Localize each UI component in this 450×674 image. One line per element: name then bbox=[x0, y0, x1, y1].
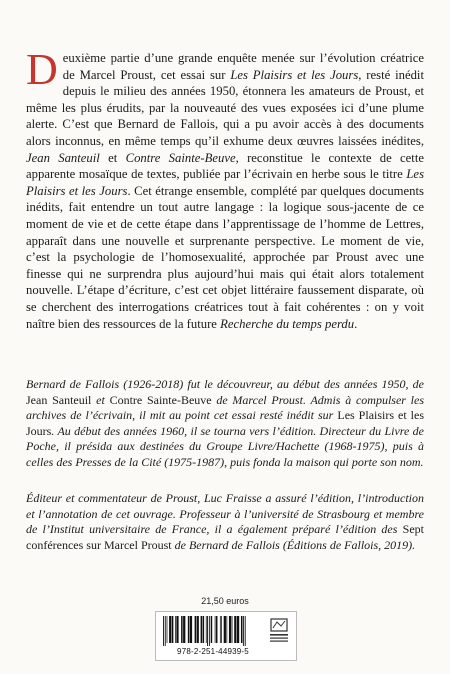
blurb-text: , reconstitue le contexte de cette apparente mosaïque de textes, publiée par l’écrivain en herbe sous le titre bbox=[26, 150, 424, 182]
bio-text: et bbox=[91, 392, 110, 407]
book-title-reference: Les Plaisirs et les Jours bbox=[26, 408, 425, 438]
book-title-reference: Les Plaisirs et les Jours bbox=[230, 67, 359, 82]
blurb-paragraph bbox=[26, 45, 424, 332]
blurb-text: euxième partie d’une grande enquête menée sur l’évolution créatrice de Marcel Proust, cet essai sur bbox=[62, 51, 424, 82]
book-title-reference: Jean Santeuil bbox=[26, 150, 100, 165]
blurb-text: et bbox=[99, 150, 126, 165]
book-title-reference: Recherche du temps perdu bbox=[220, 316, 355, 331]
book-title-reference: Sept conférences sur Marcel Proust bbox=[26, 522, 424, 552]
barcode-panel bbox=[155, 611, 297, 661]
author-bio-paragraph bbox=[26, 377, 424, 471]
bio-text: . Au début des années 1960, il se tourna vers l’édition. Directeur du Livre de Poche, il présida aux destinées du Groupe Livre/Hachette (1968-1975), puis à celles des Presses de la Cité (1975-1987), puis fonda la maison qui porte son nom. bbox=[26, 423, 424, 469]
editor-text: Éditeur et commentateur de Proust, Luc Fraisse a assuré l’édition, l’introduction et l’annotation de cet ouvrage. Professeur à l’université de Strasbourg et membre de l’Institut universitaire de France, il a également préparé l’édition des bbox=[26, 491, 424, 537]
bio-text: Bernard de Fallois (1926-2018) fut le découvreur, au début des années 1950, de bbox=[26, 377, 424, 391]
bio-text: de Marcel Proust. Admis à compulser les archives de l’écrivain, il mit au point cet essai resté inédit sur bbox=[26, 392, 425, 423]
barcode-icon bbox=[162, 616, 262, 646]
drop-cap: D bbox=[26, 45, 58, 94]
editor-text: de Bernard de Fallois (Éditions de Fallois, 2019). bbox=[171, 537, 416, 552]
book-title-reference: Jean Santeuil bbox=[26, 392, 92, 407]
distributor-logo-icon bbox=[268, 618, 290, 644]
isbn-number: 978-2-251-44939-5 bbox=[177, 647, 249, 656]
book-title-reference: Les Plaisirs et les Jours bbox=[26, 167, 424, 198]
book-title-reference: Contre Sainte-Beuve bbox=[109, 392, 212, 407]
blurb-text: . Cet étrange ensemble, complété par quelques documents inédits, fait entendre un tout autre langage : la logique sous-jacente de ce moment de vie et de cette étape dans l’apprentissage de l’homme de Lettres, apparaît dans une nouvelle et surprenante perspective. Le moment de vie, c’est la psychologie de l’homosexualité, approchée par Proust avec une finesse qui ne surprendra plus aujourd’hui mais qui était alors totalement nouvelle. L’étape d’écriture, c’est cet objet littéraire faussement disparate, où se cherchent des interrogations créatrices tout à fait cohérentes : on y voit naître bien des ressources de la future bbox=[26, 183, 424, 331]
blurb-text: . bbox=[354, 316, 358, 331]
book-title-reference: Contre Sainte-Beuve bbox=[125, 150, 236, 165]
blurb-text: , resté inédit depuis le milieu des années 1950, étonnera les amateurs de Proust, et même les plus érudits, par la nouveauté des vues exposées ici d’une plume alerte. C’est que Bernard de Fallois, qui a pu avoir accès à des documents alors inconnus, en même temps qu’il exhume deux œuvres laissées inédites, bbox=[26, 67, 424, 148]
price-label: 21,50 euros bbox=[201, 596, 249, 606]
editor-bio-paragraph bbox=[26, 491, 424, 553]
